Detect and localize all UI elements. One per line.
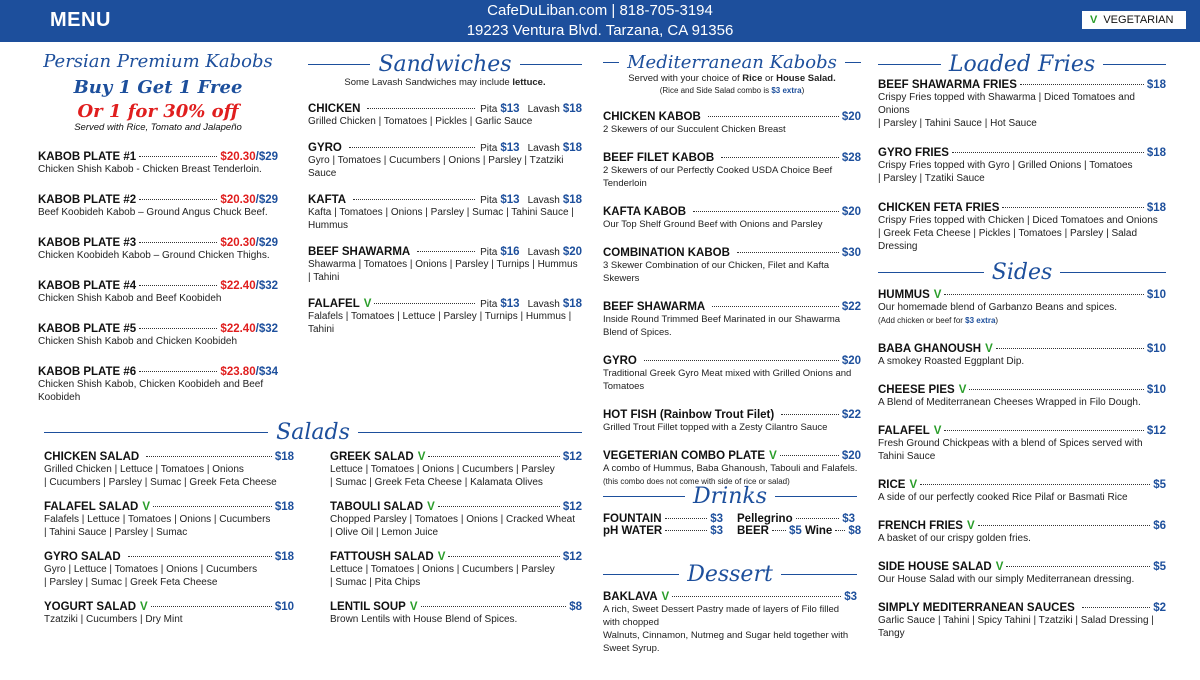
kabob-plate-item: KABOB PLATE #2 $20.30 / $29 Beef Koobideh Kabob – Ground Angus Chuck Beef. [38, 194, 278, 218]
sandwiches-section [308, 52, 582, 350]
dessert-title: Dessert [687, 562, 773, 587]
contact-address: 19223 Ventura Blvd. Tarzana, CA 91356 [466, 22, 734, 39]
side-item: HUMMUS V $10 Our homemade blend of Garbanzo Beans and spices. (Add chicken or beef for $3 extra) [878, 289, 1166, 325]
mediterranean-kabob-item: CHICKEN KABOB $20 2 Skewers of our Succulent Chicken Breast [603, 111, 861, 135]
salad-item: YOGURT SALAD V $10 Tzatziki | Cucumbers | Dry Mint [44, 601, 295, 625]
sides-title: Sides [991, 260, 1053, 285]
mediterranean-title: Mediterranean Kabobs [627, 52, 837, 73]
mediterranean-section [603, 52, 861, 504]
mediterranean-combo-note: (Rice and Side Salad combo is $3 extra) [659, 86, 805, 95]
loaded-fries-item: GYRO FRIES $18 Crispy Fries topped with Gyro | Grilled Onions | Tomatoes | Parsley | Tzatiki Sauce [878, 147, 1166, 184]
fries-title: Loaded Fries [948, 52, 1096, 77]
vegetarian-mark: V [1090, 14, 1098, 26]
promo-buy-one: Buy 1 Get 1 Free [73, 77, 243, 98]
mediterranean-note: Served with your choice of Rice or House Salad. [628, 73, 836, 84]
mediterranean-kabob-item: BEEF SHAWARMA $22 Inside Round Trimmed Beef Marinated in our Shawarma Blend of Spices. [603, 301, 861, 338]
mediterranean-kabob-item: GYRO $20 Traditional Greek Gyro Meat mixed with Grilled Onions and Tomatoes [603, 355, 861, 392]
side-item: FALAFEL V $12 Fresh Ground Chickpeas with a blend of Spices served with Tahini Sauce [878, 425, 1166, 462]
mediterranean-kabob-item: VEGETERIAN COMBO PLATE V $20 A combo of Hummus, Baba Ghanoush, Tabouli and Falafels. (this combo does not come with side of rice or salad) [603, 450, 861, 486]
drink-ph-water: pH WATER $3 [603, 525, 723, 537]
persian-served-note: Served with Rice, Tomato and Jalapeño [74, 122, 242, 133]
drink-beer-wine: BEER $5 Wine $8 [737, 525, 862, 537]
salad-item: TABOULI SALAD V $12 Chopped Parsley | Tomatoes | Onions | Cracked Wheat | Olive Oil | Lemon Juice [330, 501, 582, 538]
side-item: SIDE HOUSE SALAD V $5 Our House Salad with our simply Mediterranean dressing. [878, 561, 1166, 585]
salad-item: LENTIL SOUP V $8 Brown Lentils with House Blend of Spices. [330, 601, 582, 625]
loaded-fries-item: CHICKEN FETA FRIES $18 Crispy Fries topped with Chicken | Diced Tomatoes and Onions | Greek Feta Cheese | Pickles | Tomatoes | Parsley | Salad Dressing [878, 202, 1166, 252]
menu-title: MENU [50, 9, 111, 31]
sandwich-item: GYRO Pita $13 Lavash $18 Gyro | Tomatoes | Cucumbers | Onions | Parsley | Tzatziki Sauce [308, 142, 582, 179]
sandwich-item: CHICKEN Pita $13 Lavash $18 Grilled Chicken | Tomatoes | Pickles | Garlic Sauce [308, 103, 582, 127]
mediterranean-kabob-item: COMBINATION KABOB $30 3 Skewer Combination of our Chicken, Filet and Kafta Skewers [603, 247, 861, 284]
mediterranean-kabob-item: HOT FISH (Rainbow Trout Filet) $22 Grilled Trout Fillet topped with a Zesty Cilantro Sauce [603, 409, 861, 433]
salad-item: FATTOUSH SALAD V $12 Lettuce | Tomatoes | Onions | Cucumbers | Parsley | Sumac | Pita Chips [330, 551, 582, 588]
salad-item: FALAFEL SALAD V $18 Falafels | Lettuce | Tomatoes | Onions | Cucumbers | Tahini Sauce | Parsley | Sumac [44, 501, 295, 538]
contact-website-phone: CafeDuLiban.com | 818-705-3194 [487, 2, 713, 19]
drinks-section [603, 484, 862, 537]
sides-section [878, 260, 1166, 656]
dessert-baklava: BAKLAVA V $3 A rich, Sweet Dessert Pastry made of layers of Filo filled with chopped Walnuts, Cinnamon, Nutmeg and Sugar held together with Sweet Syrup. [603, 591, 857, 654]
dessert-section [603, 562, 857, 665]
drinks-title: Drinks [693, 484, 767, 509]
sandwiches-title: Sandwiches [378, 52, 512, 77]
salad-item: CHICKEN SALAD $18 Grilled Chicken | Lettuce | Tomatoes | Onions | Cucumbers | Parsley | Sumac | Greek Feta Cheese [44, 451, 295, 488]
promo-discount: Or 1 for 30% off [77, 101, 239, 122]
loaded-fries-section [878, 52, 1166, 270]
salads-section [44, 420, 582, 638]
vegetarian-legend [1082, 11, 1186, 29]
side-item: CHEESE PIES V $10 A Blend of Mediterranean Cheeses Wrapped in Filo Dough. [878, 384, 1166, 408]
kabob-plate-item: KABOB PLATE #6 $23.80 / $34 Chicken Shish Kabob, Chicken Koobideh and Beef Koobideh [38, 366, 278, 403]
side-item: FRENCH FRIES V $6 A basket of our crispy golden fries. [878, 520, 1166, 544]
side-item: SIMPLY MEDITERRANEAN SAUCES $2 Garlic Sauce | Tahini | Spicy Tahini | Tzatziki | Salad Dressing | Tangy [878, 602, 1166, 639]
kabob-plate-item: KABOB PLATE #5 $22.40 / $32 Chicken Shish Kabob and Chicken Koobideh [38, 323, 278, 347]
side-item: RICE V $5 A side of our perfectly cooked Rice Pilaf or Basmati Rice [878, 479, 1166, 503]
salads-title: Salads [276, 420, 350, 445]
mediterranean-kabob-item: KAFTA KABOB $20 Our Top Shelf Ground Beef with Onions and Parsley [603, 206, 861, 230]
drink-fountain: FOUNTAIN $3 [603, 513, 723, 525]
persian-title: Persian Premium Kabobs [43, 51, 273, 72]
salad-item: GREEK SALAD V $12 Lettuce | Tomatoes | Onions | Cucumbers | Parsley | Sumac | Greek Feta Cheese | Kalamata Olives [330, 451, 582, 488]
sandwich-item: FALAFEL V Pita $13 Lavash $18 Falafels | Tomatoes | Lettuce | Parsley | Turnips | Hummus | Tahini [308, 298, 582, 335]
persian-kabobs-section [38, 52, 278, 422]
sandwich-item: KAFTA Pita $13 Lavash $18 Kafta | Tomatoes | Onions | Parsley | Sumac | Tahini Sauce | Hummus [308, 194, 582, 231]
kabob-plate-item: KABOB PLATE #1 $20.30 / $29 Chicken Shish Kabob - Chicken Breast Tenderloin. [38, 151, 278, 175]
kabob-plate-item: KABOB PLATE #3 $20.30 / $29 Chicken Koobideh Kabob – Ground Chicken Thighs. [38, 237, 278, 261]
sandwiches-note: Some Lavash Sandwiches may include lettuce. [344, 77, 546, 88]
mediterranean-kabob-item: BEEF FILET KABOB $28 2 Skewers of our Perfectly Cooked USDA Choice Beef Tenderloin [603, 152, 861, 189]
sandwich-item: BEEF SHAWARMA Pita $16 Lavash $20 Shawarma | Tomatoes | Onions | Parsley | Turnips | Hummus | Tahini [308, 246, 582, 283]
salad-item: GYRO SALAD $18 Gyro | Lettuce | Tomatoes | Onions | Cucumbers | Parsley | Sumac | Greek Feta Cheese [44, 551, 295, 588]
vegetarian-label: VEGETARIAN [1103, 14, 1174, 26]
loaded-fries-item: BEEF SHAWARMA FRIES $18 Crispy Fries topped with Shawarma | Diced Tomatoes and Onions | Parsley | Tahini Sauce | Hot Sauce [878, 79, 1166, 129]
kabob-plate-item: KABOB PLATE #4 $22.40 / $32 Chicken Shish Kabob and Beef Koobideh [38, 280, 278, 304]
drink-pellegrino: Pellegrino $3 [737, 513, 855, 525]
header-bar [0, 0, 1200, 42]
side-item: BABA GHANOUSH V $10 A smokey Roasted Eggplant Dip. [878, 343, 1166, 367]
